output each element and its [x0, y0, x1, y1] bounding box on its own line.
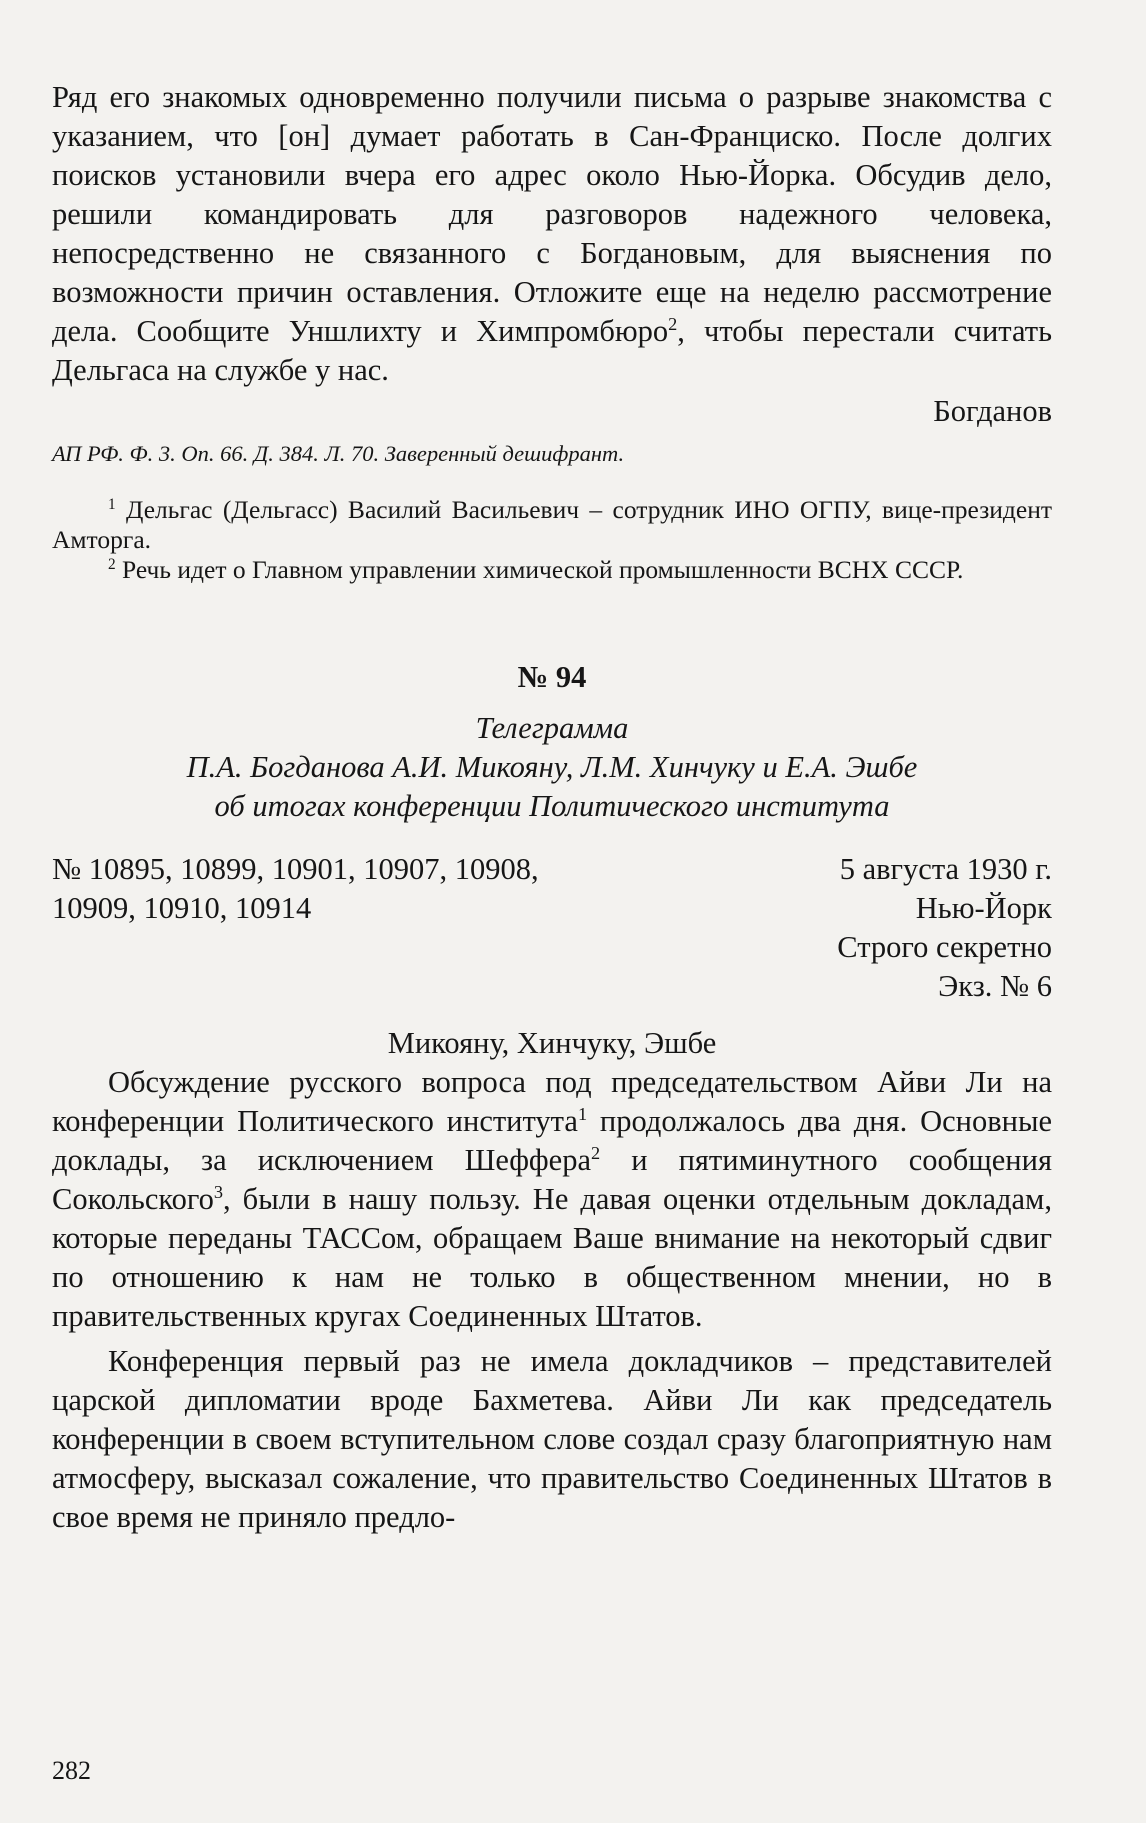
telegram-paragraph-1: Обсуждение русского вопроса под председательством Айви Ли на конференции Политического института$^1$ продолжалось два дня. Основные доклады, за исключением Шеффера$^2$ и пятиминутного сообщения Сокольского$^3$, были в нашу пользу. Не давая оценки отдельным докладам, которые переданы ТАССом, обращаем Ваше внимание на некоторый сдвиг по отношению к нам не только в общественном мнении, но в правительственных кругах Соединенных Штатов. [52, 1065, 1052, 1333]
archive-source: АП РФ. Ф. 3. Оп. 66. Д. 384. Л. 70. Заверенный дешифрант. [52, 441, 625, 466]
document-place: Нью-Йорк [915, 891, 1052, 925]
document-page [52, 78, 1052, 1818]
document-header-meta [52, 850, 1052, 1006]
document-title-line-1: П.А. Богданова А.И. Микояну, Л.М. Хинчуку и Е.А. Эшбе [186, 750, 918, 784]
prev-doc-signature: Богданов [933, 394, 1052, 428]
copy-number: Экз. № 6 [938, 969, 1052, 1003]
telegram-paragraph-2: Конференция первый раз не имела докладчиков – представителей царской дипломатии вроде Бахметева. Айви Ли как председатель конференции в своем вступительном слове создал сразу благоприятную нам атмосферу, высказал сожаление, что правительство Соединенных Штатов в свое время не приняло предло- [52, 1344, 1052, 1534]
page-number: 282 [52, 1756, 91, 1785]
classification-stamp: Строго секретно [837, 930, 1052, 964]
document-dateline [837, 850, 1052, 1006]
document-number: № 94 [517, 660, 587, 694]
footnote-1: $^1$ Дельгас (Дельгасс) Василий Васильевич – сотрудник ИНО ОГПУ, вице-президент Амторга. [52, 495, 1052, 554]
document-date: 5 августа 1930 г. [839, 852, 1052, 886]
document-title-line-2: об итогах конференции Политического института [214, 789, 890, 823]
addressees: Микояну, Хинчуку, Эшбе [387, 1026, 717, 1060]
document-type: Телеграмма [475, 711, 629, 745]
prev-doc-body: Ряд его знакомых одновременно получили письма о разрыве знакомства с указанием, что [он] думает работать в Сан-Франциско. После долгих поисков установили вчера его адрес около Нью-Йорка. Обсудив дело, решили командировать для разговоров надежного человека, непосредственно не связанного с Богдановым, для выяснения по возможности причин оставления. Отложите еще на неделю рассмотрение дела. Сообщите Уншлихту и Химпромбюро$^2$, чтобы перестали считать Дельгаса на службе у нас. [52, 80, 1052, 387]
footnote-2: $^2$ Речь идет о Главном управлении химической промышленности ВСНХ СССР. [108, 555, 964, 584]
registration-numbers: № 10895, 10899, 10901, 10907, 10908, 10909, 10910, 10914 [52, 852, 539, 925]
